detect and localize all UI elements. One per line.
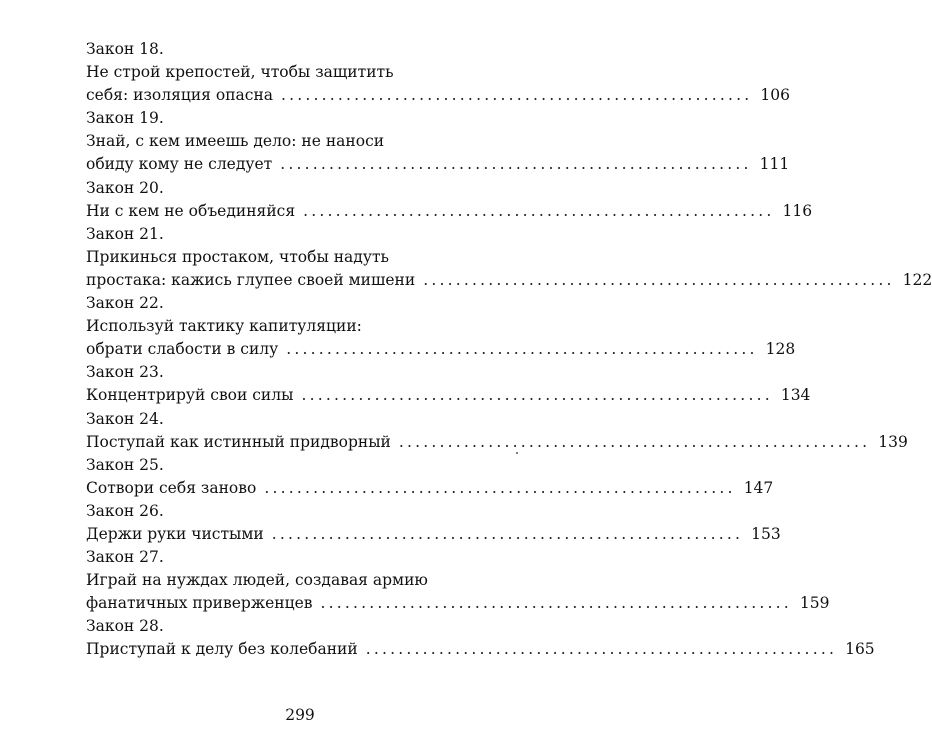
toc-entry-law-24	[86, 408, 908, 454]
toc-entry-law-25	[86, 454, 774, 500]
toc-entry-law-20	[86, 177, 813, 223]
law-title-line: Не строй крепостей, чтобы защитить	[86, 63, 394, 82]
law-title-line: Используй тактику капитуляции:	[86, 317, 362, 336]
page-number: 153	[751, 524, 781, 543]
law-title-last-line	[86, 269, 932, 292]
law-number: Закон 21.	[86, 224, 164, 243]
toc-entry-law-18	[86, 38, 790, 107]
law-title-last-line	[86, 477, 774, 500]
law-title-text: фанатичных приверженцев	[86, 594, 313, 613]
law-title-last-line	[86, 153, 790, 176]
law-title-text: Концентрируй свои силы	[86, 386, 294, 405]
law-title-text: себя: изоляция опасна	[86, 86, 274, 105]
law-title-line: Знай, с кем имеешь дело: не наноси	[86, 132, 385, 151]
page-number: 122	[902, 270, 932, 289]
law-number: Закон 24.	[86, 409, 164, 428]
print-speck	[516, 452, 518, 454]
dot-leader: ..........................................................	[398, 432, 871, 451]
toc-entry-law-19	[86, 107, 790, 176]
law-title-text: Сотвори себя заново	[86, 478, 257, 497]
law-title-text: обрати слабости в силу	[86, 340, 279, 359]
law-number: Закон 28.	[86, 617, 164, 636]
law-title-last-line	[86, 523, 781, 546]
dot-leader: ..........................................................	[271, 524, 744, 543]
law-number: Закон 19.	[86, 109, 164, 128]
dot-leader: ..........................................................	[303, 201, 775, 220]
dot-leader: ..........................................................	[286, 340, 758, 359]
dot-leader: ..........................................................	[320, 594, 792, 613]
toc-entry-law-26	[86, 500, 781, 546]
page-number: 165	[845, 640, 875, 659]
page-number: 116	[782, 201, 813, 220]
law-number: Закон 23.	[86, 363, 164, 382]
law-number: Закон 27.	[86, 548, 164, 567]
toc-entry-law-27	[86, 546, 830, 615]
law-title-line: Играй на нуждах людей, создавая армию	[86, 571, 428, 590]
law-number: Закон 18.	[86, 40, 164, 58]
page-number: 134	[780, 386, 811, 405]
toc-entry-law-23	[86, 361, 811, 407]
law-title-last-line	[86, 431, 908, 454]
page-number: 128	[765, 340, 796, 359]
law-title-last-line	[86, 638, 875, 661]
law-title-text: Держи руки чистыми	[86, 524, 264, 543]
law-title-text: простака: кажись глупее своей мишени	[86, 270, 416, 289]
toc-entry-law-28	[86, 615, 875, 661]
law-title-text: Приступай к делу без колебаний	[86, 640, 358, 659]
law-title-text: Ни с кем не объединяйся	[86, 201, 296, 220]
law-number: Закон 20.	[86, 178, 164, 197]
toc-entry-law-21	[86, 223, 932, 292]
page-number: 106	[760, 86, 790, 105]
law-title-last-line	[86, 200, 813, 223]
page-number: 159	[799, 594, 830, 613]
law-title-last-line	[86, 592, 830, 615]
dot-leader: ..........................................................	[365, 640, 838, 659]
law-title-text: Поступай как истинный придворный	[86, 432, 391, 451]
dot-leader: ..........................................................	[301, 386, 773, 405]
table-of-contents	[86, 38, 932, 662]
law-title-line: Прикинься простаком, чтобы надуть	[86, 247, 389, 266]
law-title-last-line	[86, 338, 796, 361]
page-number: 147	[743, 478, 774, 497]
law-title-text: обиду кому не следует	[86, 155, 273, 174]
toc-entry-law-22	[86, 292, 796, 361]
dot-leader: ..........................................................	[423, 270, 895, 289]
dot-leader: ..........................................................	[280, 155, 752, 174]
law-title-last-line	[86, 384, 811, 407]
page-number: 139	[878, 432, 908, 451]
page-number: 111	[759, 155, 790, 174]
folio-page-number: 299	[285, 706, 315, 724]
dot-leader: ..........................................................	[281, 86, 753, 105]
law-title-last-line	[86, 84, 790, 107]
dot-leader: ..........................................................	[264, 478, 736, 497]
law-number: Закон 25.	[86, 455, 164, 474]
law-number: Закон 26.	[86, 501, 164, 520]
law-number: Закон 22.	[86, 294, 164, 313]
